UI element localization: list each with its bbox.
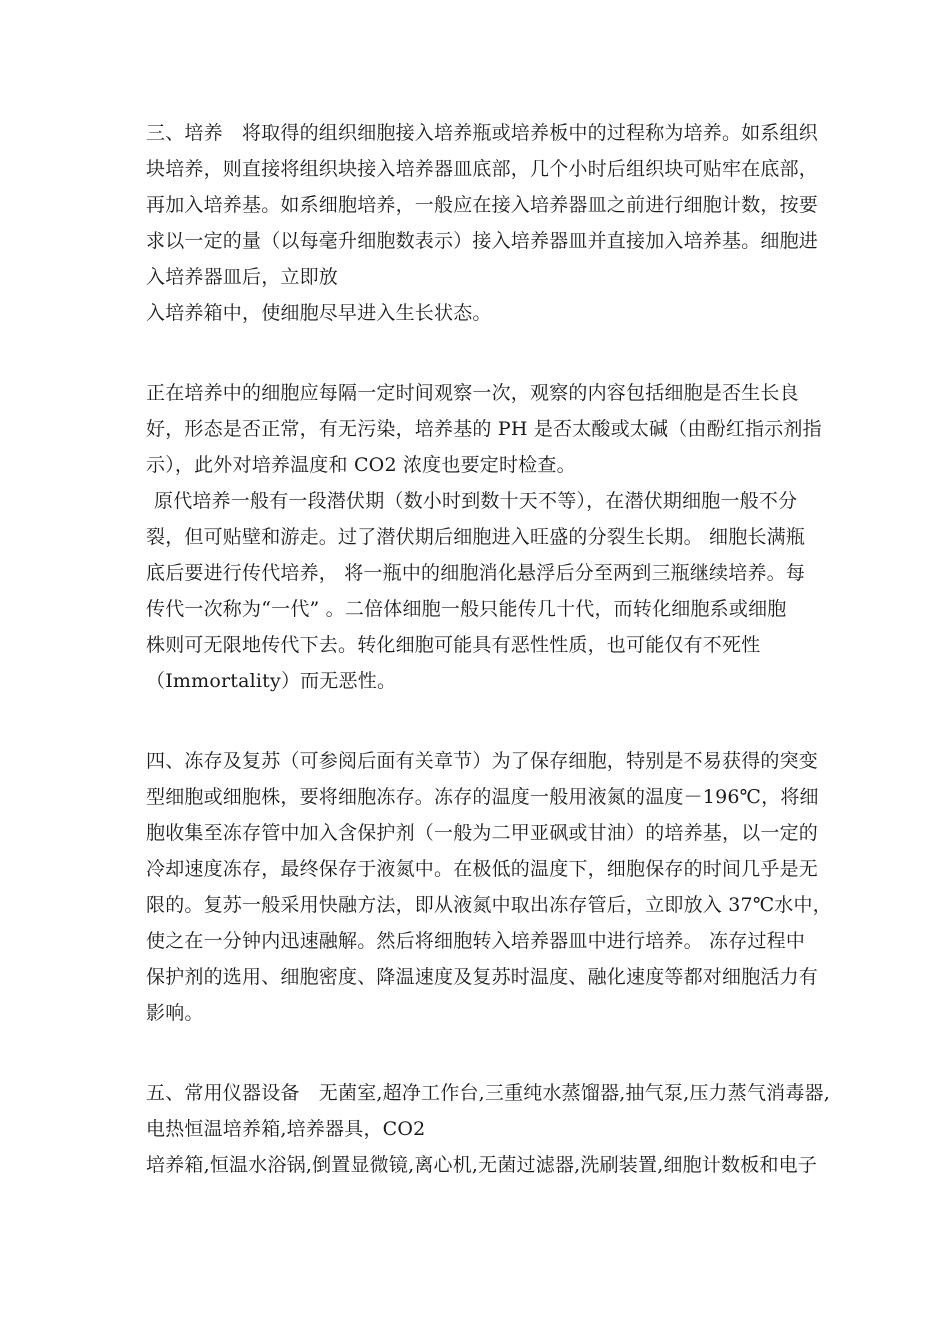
text-line: 裂，但可贴壁和游走。过了潜伏期后细胞进入旺盛的分裂生长期。 细胞长满瓶	[146, 526, 806, 548]
text-line: 限的。复苏一般采用快融方法，即从液氮中取出冻存管后，立即放入 37℃水中，	[146, 894, 832, 916]
text-line: 冷却速度冻存，最终保存于液氮中。在极低的温度下，细胞保存的时间几乎是无	[146, 858, 819, 880]
text-line: 块培养，则直接将组织块接入培养器皿底部，几个小时后组织块可贴牢在底部，	[146, 158, 819, 180]
text-line: 再加入培养基。如系细胞培养，一般应在接入培养器皿之前进行细胞计数，按要	[146, 194, 819, 216]
text-line: 传代一次称为“一代” 。二倍体细胞一般只能传几十代，而转化细胞系或细胞	[146, 598, 787, 620]
text-line: 三、培养 将取得的组织细胞接入培养瓶或培养板中的过程称为培养。如系组织	[146, 122, 819, 144]
text-line: 型细胞或细胞株，要将细胞冻存。冻存的温度一般用液氮的温度－196℃，将细	[146, 786, 819, 808]
text-line: 培养箱,恒温水浴锅,倒置显微镜,离心机,无菌过滤器,洗刷装置,细胞计数板和电子	[146, 1154, 818, 1176]
text-line: 好，形态是否正常，有无污染，培养基的 PH 是否太酸或太碱（由酚红指示剂指	[146, 418, 822, 440]
text-line: 示），此外对培养温度和 CO2 浓度也要定时检查。	[146, 454, 576, 476]
text-line: 求以一定的量（以每毫升细胞数表示）接入培养器皿并直接加入培养基。细胞进	[146, 230, 819, 252]
text-line: 胞收集至冻存管中加入含保护剂（一般为二甲亚砜或甘油）的培养基，以一定的	[146, 822, 819, 844]
text-line: 使之在一分钟内迅速融解。然后将细胞转入培养器皿中进行培养。 冻存过程中	[146, 930, 806, 952]
text-line: 四、冻存及复苏（可参阅后面有关章节）为了保存细胞，特别是不易获得的突变	[146, 750, 819, 772]
text-line: 入培养器皿后，立即放	[146, 266, 339, 288]
text-line: 正在培养中的细胞应每隔一定时间观察一次，观察的内容包括细胞是否生长良	[146, 382, 799, 404]
text-line: 电热恒温培养箱,培养器具，CO2	[146, 1118, 426, 1140]
text-line: 五、常用仪器设备 无菌室,超净工作台,三重纯水蒸馏器,抽气泵,压力蒸气消毒器,	[146, 1082, 830, 1104]
text-line: 入培养箱中，使细胞尽早进入生长状态。	[146, 302, 492, 324]
text-line: 保护剂的选用、细胞密度、降温速度及复苏时温度、融化速度等都对细胞活力有	[146, 966, 819, 988]
text-line: （Immortality）而无恶性。	[146, 670, 397, 692]
text-line: 株则可无限地传代下去。转化细胞可能具有恶性性质，也可能仅有不死性	[146, 634, 761, 656]
text-line: 影响。	[146, 1002, 204, 1024]
text-line: 原代培养一般有一段潜伏期（数小时到数十天不等），在潜伏期细胞一般不分	[154, 490, 798, 512]
text-line: 底后要进行传代培养， 将一瓶中的细胞消化悬浮后分至两到三瓶继续培养。每	[146, 562, 806, 584]
